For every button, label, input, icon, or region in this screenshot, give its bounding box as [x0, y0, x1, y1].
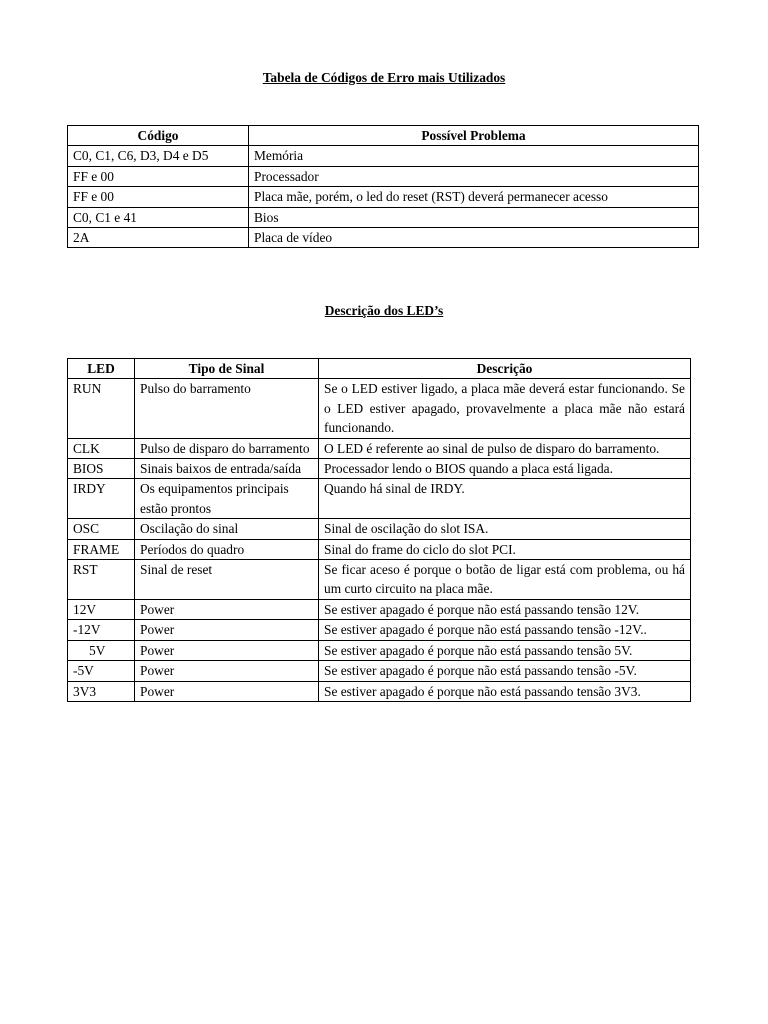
cell-problem: Bios [249, 207, 699, 227]
cell-signal-type: Power [135, 681, 319, 701]
table-row [68, 599, 691, 619]
cell-signal-type: Power [135, 599, 319, 619]
cell-signal-type: Sinal de reset [135, 560, 319, 600]
header-possivel-problema: Possível Problema [249, 126, 699, 146]
cell-led: OSC [68, 519, 135, 539]
table-row [68, 379, 691, 438]
cell-signal-type: Sinais baixos de entrada/saída [135, 459, 319, 479]
table-row [68, 187, 699, 207]
table-row [68, 560, 691, 600]
cell-signal-type: Power [135, 620, 319, 640]
cell-description: Se estiver apagado é porque não está passando tensão 3V3. [319, 681, 691, 701]
cell-code: 2A [68, 228, 249, 248]
header-tipo-de-sinal: Tipo de Sinal [135, 359, 319, 379]
table-row [68, 479, 691, 519]
cell-led: 12V [68, 599, 135, 619]
table-row [68, 228, 699, 248]
cell-led: RST [68, 560, 135, 600]
table-row [68, 166, 699, 186]
cell-led: FRAME [68, 539, 135, 559]
cell-description: Sinal do frame do ciclo do slot PCI. [319, 539, 691, 559]
cell-led: -5V [68, 661, 135, 681]
table-row [68, 519, 691, 539]
cell-led: IRDY [68, 479, 135, 519]
table-row [68, 438, 691, 458]
cell-problem: Processador [249, 166, 699, 186]
error-codes-table [67, 125, 699, 248]
cell-signal-type: Pulso do barramento [135, 379, 319, 438]
cell-description: O LED é referente ao sinal de pulso de disparo do barramento. [319, 438, 691, 458]
cell-code: FF e 00 [68, 187, 249, 207]
cell-description: Se o LED estiver ligado, a placa mãe deverá estar funcionando. Se o LED estiver apagado, provavelmente a placa mãe não estará funcionando. [319, 379, 691, 438]
cell-problem: Placa mãe, porém, o led do reset (RST) deverá permanecer acesso [249, 187, 699, 207]
table-row [68, 459, 691, 479]
cell-description: Se estiver apagado é porque não está passando tensão 12V. [319, 599, 691, 619]
table-row [68, 207, 699, 227]
cell-code: C0, C1 e 41 [68, 207, 249, 227]
table-header-row [68, 359, 691, 379]
table-row [68, 146, 699, 166]
table-row [68, 681, 691, 701]
table-header-row [68, 126, 699, 146]
cell-signal-type: Oscilação do sinal [135, 519, 319, 539]
cell-description: Se estiver apagado é porque não está passando tensão -12V.. [319, 620, 691, 640]
cell-led: BIOS [68, 459, 135, 479]
cell-description: Se estiver apagado é porque não está passando tensão 5V. [319, 640, 691, 660]
led-table [67, 358, 691, 702]
table-row [68, 640, 691, 660]
cell-led: -12V [68, 620, 135, 640]
header-descricao: Descrição [319, 359, 691, 379]
cell-signal-type: Power [135, 640, 319, 660]
cell-description: Se estiver apagado é porque não está passando tensão -5V. [319, 661, 691, 681]
cell-problem: Placa de vídeo [249, 228, 699, 248]
cell-signal-type: Períodos do quadro [135, 539, 319, 559]
cell-description: Processador lendo o BIOS quando a placa está ligada. [319, 459, 691, 479]
header-led: LED [68, 359, 135, 379]
cell-signal-type: Pulso de disparo do barramento [135, 438, 319, 458]
cell-led: RUN [68, 379, 135, 438]
table-row [68, 661, 691, 681]
cell-problem: Memória [249, 146, 699, 166]
cell-description: Quando há sinal de IRDY. [319, 479, 691, 519]
table-row [68, 620, 691, 640]
table-row [68, 539, 691, 559]
cell-code: FF e 00 [68, 166, 249, 186]
led-description-title: Descrição dos LED’s [324, 303, 444, 318]
cell-led: 5V [68, 640, 135, 660]
cell-signal-type: Power [135, 661, 319, 681]
cell-code: C0, C1, C6, D3, D4 e D5 [68, 146, 249, 166]
cell-signal-type: Os equipamentos principais estão prontos [135, 479, 319, 519]
error-codes-title: Tabela de Códigos de Erro mais Utilizados [262, 70, 506, 85]
cell-description: Se ficar aceso é porque o botão de ligar está com problema, ou há um curto circuito na placa mãe. [319, 560, 691, 600]
header-codigo: Código [68, 126, 249, 146]
cell-led: 3V3 [68, 681, 135, 701]
cell-description: Sinal de oscilação do slot ISA. [319, 519, 691, 539]
cell-led: CLK [68, 438, 135, 458]
